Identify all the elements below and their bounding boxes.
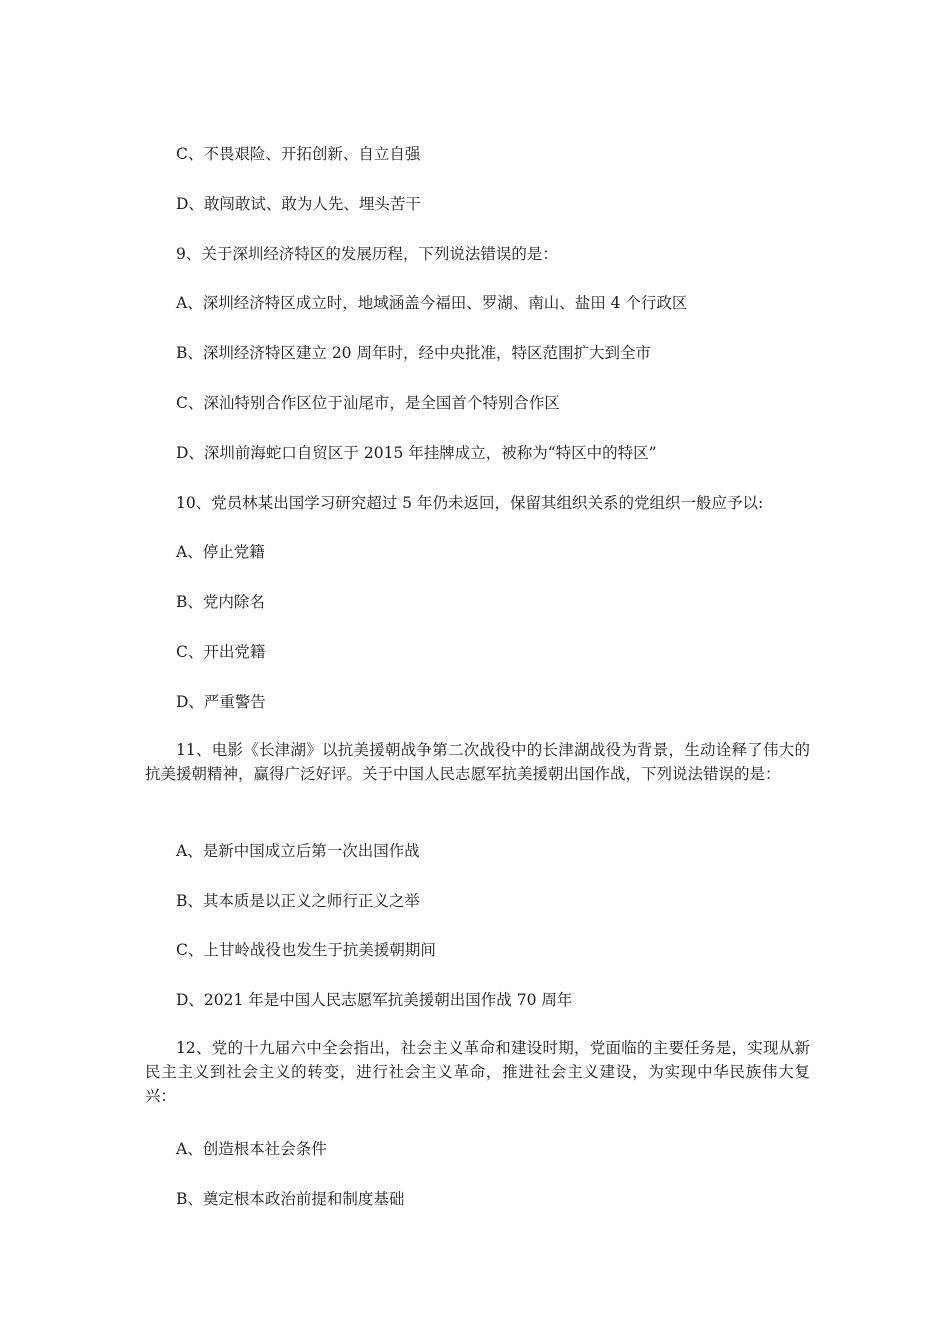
q12-option-a: A、创造根本社会条件 [176, 1140, 327, 1158]
q9-option-b: B、深圳经济特区建立 20 周年时，经中央批准，特区范围扩大到全市 [176, 344, 651, 362]
q12-option-b: B、奠定根本政治前提和制度基础 [176, 1190, 405, 1208]
q11-option-b: B、其本质是以正义之师行正义之举 [176, 892, 420, 910]
q10-option-c: C、开出党籍 [176, 643, 266, 661]
q9-option-a: A、深圳经济特区成立时，地域涵盖今福田、罗湖、南山、盐田 4 个行政区 [176, 294, 688, 312]
q12-question: 12、党的十九届六中全会指出，社会主义革命和建设时期，党面临的主要任务是，实现从新民主主义到社会主义的转变，进行社会主义革命，推进社会主义建设，为实现中华民族伟大复兴： [145, 1039, 810, 1105]
q9-question: 9、关于深圳经济特区的发展历程，下列说法错误的是： [176, 245, 558, 263]
q9-option-d: D、深圳前海蛇口自贸区于 2015 年挂牌成立，被称为“特区中的特区” [176, 444, 657, 462]
q9-option-c: C、深汕特别合作区位于汕尾市，是全国首个特别合作区 [176, 394, 560, 412]
q11-option-a: A、是新中国成立后第一次出国作战 [176, 842, 420, 860]
q11-option-d: D、2021 年是中国人民志愿军抗美援朝出国作战 70 周年 [176, 991, 573, 1009]
q10-option-a: A、停止党籍 [176, 543, 265, 561]
q11-question: 11、电影《长津湖》以抗美援朝战争第二次战役中的长津湖战役为背景，生动诠释了伟大的抗美援朝精神，赢得广泛好评。关于中国人民志愿军抗美援朝出国作战，下列说法错误的是： [145, 741, 810, 783]
q8-option-c: C、不畏艰险、开拓创新、自立自强 [176, 145, 421, 163]
q10-question: 10、党员林某出国学习研究超过 5 年仍未返回，保留其组织关系的党组织一般应予以: [176, 494, 764, 512]
q10-option-b: B、党内除名 [176, 593, 265, 611]
q11-option-c: C、上甘岭战役也发生于抗美援朝期间 [176, 941, 436, 959]
q8-option-d: D、敢闯敢试、敢为人先、埋头苦干 [176, 195, 421, 213]
q10-option-d: D、严重警告 [176, 693, 266, 711]
